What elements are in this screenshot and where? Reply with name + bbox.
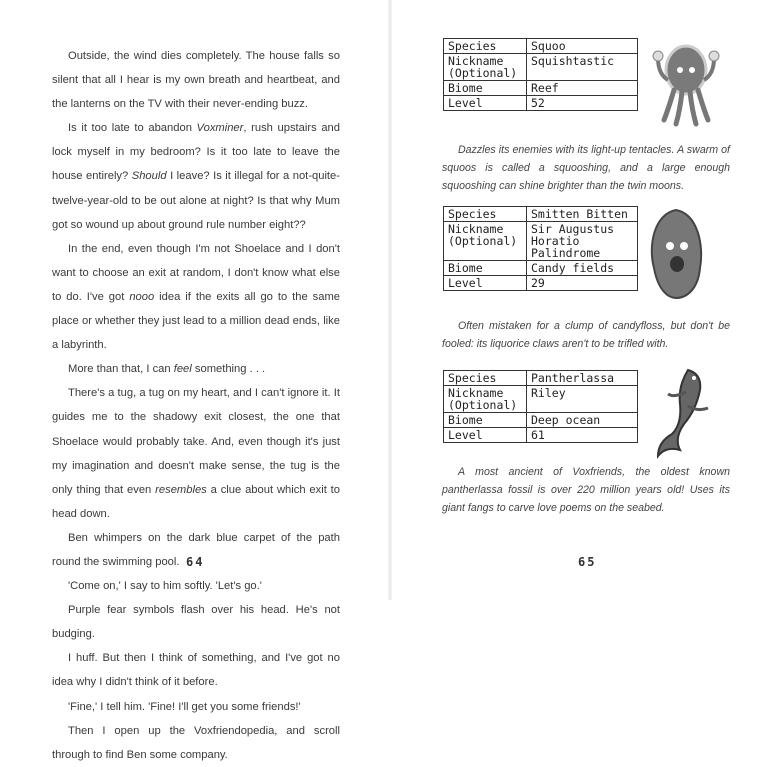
field-label: Nickname (Optional)	[444, 222, 527, 261]
left-page	[0, 0, 390, 761]
emphasis-text: nooo	[129, 290, 155, 303]
creature-stats-table	[443, 370, 638, 443]
text-run: Then I open up the Voxfriendopedia, and scroll through to find Ben some company.	[52, 724, 340, 761]
text-run: Purple fear symbols flash over his head. He's not budging.	[52, 604, 340, 641]
right-page	[390, 0, 781, 600]
caption-text: Dazzles its enemies with its light-up tentacles. A swarm of squoos is called a squooshing, and a large enough squooshing can shine brighter than the twin moons.	[442, 144, 730, 192]
text-run: I huff. But then I think of something, and I've got no idea why I didn't think of it before.	[52, 652, 340, 689]
field-label: Level	[444, 96, 527, 111]
text-run: 'Fine,' I tell him. 'Fine! I'll get you some friends!'	[68, 700, 301, 713]
emphasis-text: Should	[131, 170, 167, 183]
text-run: , rush upstairs and lock myself in my bedroom? Is it too late to leave the house entirely?	[52, 122, 340, 183]
story-text	[52, 44, 340, 767]
table-row	[444, 54, 638, 81]
text-run: a clue about which exit to head down.	[52, 483, 341, 520]
creature-stats-table	[443, 38, 638, 111]
field-label: Species	[444, 39, 527, 54]
paragraph	[52, 237, 340, 357]
text-run: idea if the exits all go to the same place or whether they just lead to a million dead ends, like a labyrinth.	[52, 290, 340, 352]
field-value: Squoo	[527, 39, 638, 54]
text-run: something . . .	[191, 363, 266, 376]
field-label: Biome	[444, 413, 527, 428]
text-run: I leave? Is it illegal for a not-quite-twelve-year-old to be out alone at night? Is that why Mum got so wound up about ground rule number eight??	[52, 170, 340, 231]
creature-description	[442, 141, 730, 195]
table-row	[444, 207, 638, 222]
field-value: 29	[527, 276, 638, 291]
caption-text: Often mistaken for a clump of candyfloss, but don't be fooled: its liquorice claws aren't to be trifled with.	[442, 320, 730, 350]
field-label: Nickname (Optional)	[444, 386, 527, 413]
text-run: Ben whimpers on the dark blue carpet of the path round the swimming pool.	[52, 531, 340, 568]
table-row	[444, 276, 638, 291]
field-value: 52	[527, 96, 638, 111]
field-label: Species	[444, 371, 527, 386]
text-run: Is it too late to abandon	[68, 122, 197, 135]
creature-description	[442, 463, 730, 517]
field-value: Pantherlassa	[527, 371, 638, 386]
paragraph	[52, 381, 340, 526]
table-row	[444, 96, 638, 111]
field-value: Reef	[527, 81, 638, 96]
text-run: 'Come on,' I say to him softly. 'Let's go.'	[68, 580, 262, 593]
emphasis-text: Voxminer	[196, 122, 244, 135]
page-number-right: 65	[578, 555, 597, 569]
table-row	[444, 81, 638, 96]
text-run: More than that, I can	[68, 363, 174, 376]
emphasis-text: feel	[173, 363, 192, 376]
field-value: 61	[527, 428, 638, 443]
paragraph	[52, 695, 340, 719]
text-run: Outside, the wind dies completely. The house falls so silent that all I hear is my own breath and heartbeat, and the lanterns on the TV with their never-ending buzz.	[52, 50, 340, 111]
table-row	[444, 428, 638, 443]
creature-description	[442, 317, 730, 353]
field-label: Level	[444, 276, 527, 291]
field-value: Sir Augustus Horatio Palindrome	[527, 222, 638, 261]
smitten-bitten-illustration	[646, 206, 706, 301]
field-label: Nickname (Optional)	[444, 54, 527, 81]
page-number-left: 64	[186, 555, 205, 569]
field-value: Riley	[527, 386, 638, 413]
field-label: Level	[444, 428, 527, 443]
table-row	[444, 261, 638, 276]
table-row	[444, 39, 638, 54]
field-value: Smitten Bitten	[527, 207, 638, 222]
table-row	[444, 386, 638, 413]
squoo-illustration	[646, 40, 726, 130]
table-row	[444, 413, 638, 428]
table-row	[444, 222, 638, 261]
field-label: Biome	[444, 261, 527, 276]
field-value: Deep ocean	[527, 413, 638, 428]
pantherlassa-illustration	[648, 362, 718, 462]
field-value: Squishtastic	[527, 54, 638, 81]
table-row	[444, 371, 638, 386]
field-value: Candy fields	[527, 261, 638, 276]
creature-stats-table	[443, 206, 638, 291]
paragraph	[52, 574, 340, 598]
paragraph	[52, 646, 340, 694]
caption-text: A most ancient of Voxfriends, the oldest known pantherlassa fossil is over 220 million years old! Uses its giant fangs to carve love poems on the seabed.	[442, 466, 730, 514]
paragraph	[52, 719, 340, 767]
field-label: Biome	[444, 81, 527, 96]
paragraph	[52, 44, 340, 116]
paragraph	[52, 598, 340, 646]
field-label: Species	[444, 207, 527, 222]
emphasis-text: resembles	[155, 483, 207, 496]
text-run: In the end, even though I'm not Shoelace and I don't want to choose an exit at random, I don't know what else to do. I've got	[52, 242, 340, 303]
paragraph	[52, 116, 340, 236]
paragraph	[52, 357, 340, 381]
text-run: There's a tug, a tug on my heart, and I can't ignore it. It guides me to the shadowy exit closest, the one that Shoelace would probably take. And, even though it's just my imagination and doesn't make sense, the tug is the only thing that even	[52, 387, 340, 496]
